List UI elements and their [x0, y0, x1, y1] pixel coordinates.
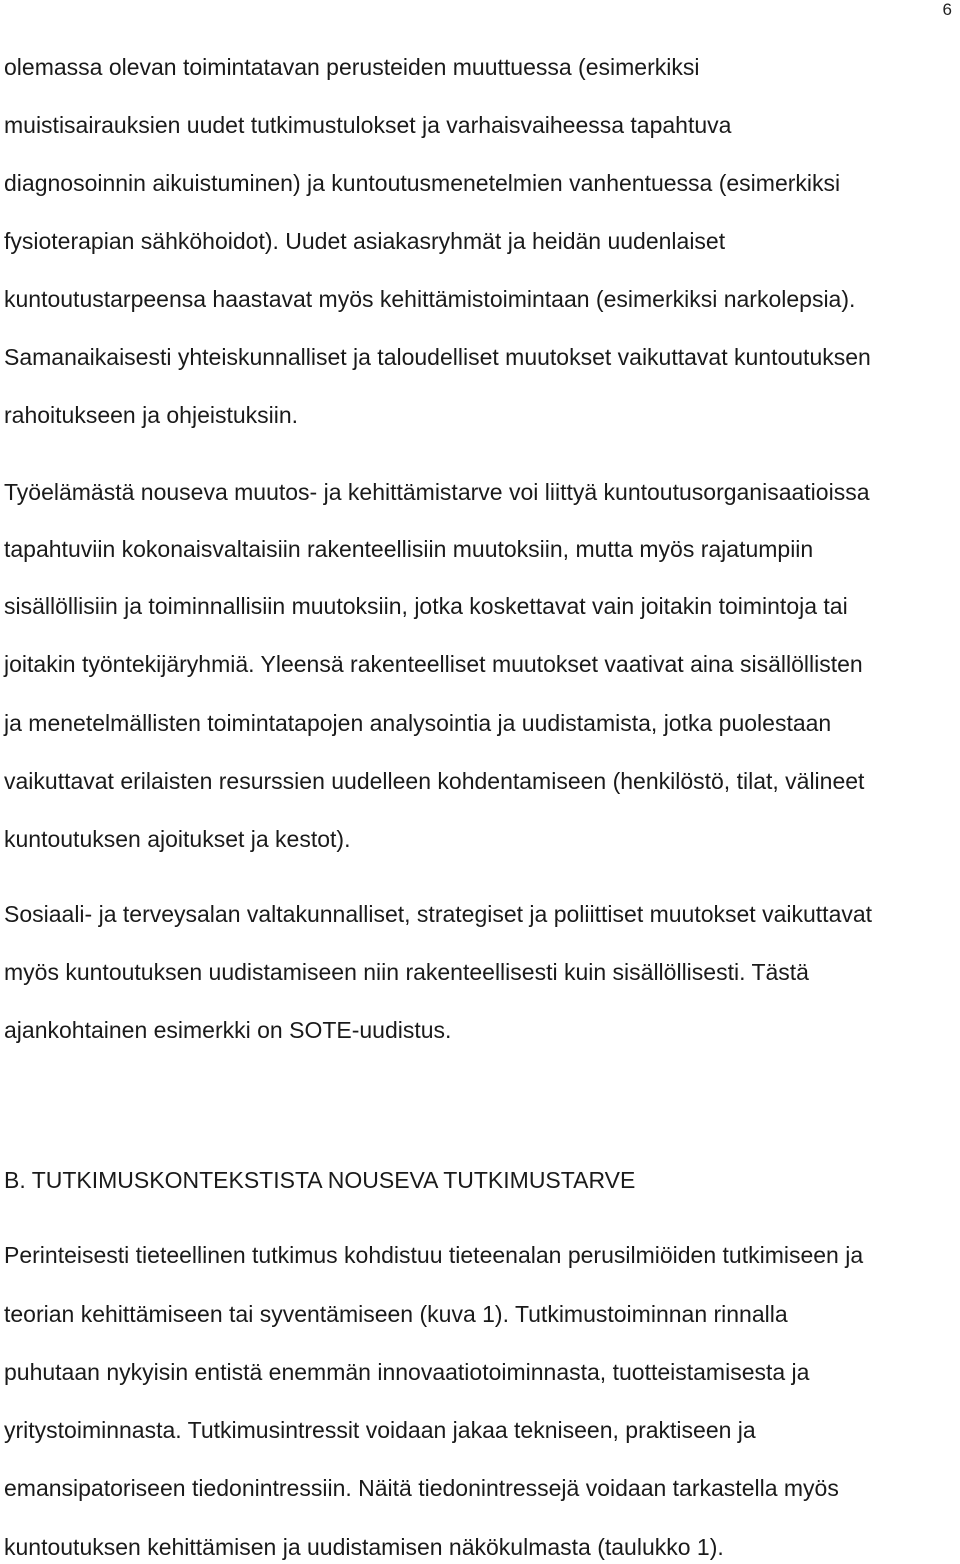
text-line: kuntoutuksen kehittämisen ja uudistamisen näkökulmasta (taulukko 1).: [4, 1534, 724, 1560]
text-line: yritystoiminnasta. Tutkimusintressit voidaan jakaa tekniseen, praktiseen ja: [4, 1417, 756, 1443]
text-line: kuntoutustarpeensa haastavat myös kehittämistoimintaan (esimerkiksi narkolepsia).: [4, 286, 856, 312]
text-line: muistisairauksien uudet tutkimustulokset ja varhaisvaiheessa tapahtuva: [4, 112, 732, 138]
text-line: vaikuttavat erilaisten resurssien uudelleen kohdentamiseen (henkilöstö, tilat, välineet: [4, 768, 865, 794]
text-line: diagnosoinnin aikuistuminen) ja kuntoutusmenetelmien vanhentuessa (esimerkiksi: [4, 170, 841, 196]
section-heading: B. TUTKIMUSKONTEKSTISTA NOUSEVA TUTKIMUSTARVE: [4, 1167, 636, 1193]
text-line: teorian kehittämiseen tai syventämiseen (kuva 1). Tutkimustoiminnan rinnalla: [4, 1301, 788, 1327]
text-line: ajankohtainen esimerkki on SOTE-uudistus.: [4, 1017, 452, 1043]
page-number: 6: [942, 0, 952, 19]
text-line: myös kuntoutuksen uudistamiseen niin rakenteellisesti kuin sisällöllisesti. Tästä: [4, 959, 809, 985]
text-line: joitakin työntekijäryhmiä. Yleensä rakenteelliset muutokset vaativat aina sisällöllisten: [4, 651, 863, 677]
text-line: Sosiaali- ja terveysalan valtakunnalliset, strategiset ja poliittiset muutokset vaikuttavat: [4, 901, 873, 927]
text-line: Samanaikaisesti yhteiskunnalliset ja taloudelliset muutokset vaikuttavat kuntoutuksen: [4, 344, 871, 370]
text-line: emansipatoriseen tiedonintressiin. Näitä tiedonintressejä voidaan tarkastella myös: [4, 1475, 839, 1501]
text-line: puhutaan nykyisin entistä enemmän innovaatiotoiminnasta, tuotteistamisesta ja: [4, 1359, 810, 1385]
text-line: sisällöllisiin ja toiminnallisiin muutoksiin, jotka koskettavat vain joitakin toimintoja tai: [4, 593, 848, 619]
text-line: kuntoutuksen ajoitukset ja kestot).: [4, 826, 351, 852]
text-line: tapahtuviin kokonaisvaltaisiin rakenteellisiin muutoksiin, mutta myös rajatumpiin: [4, 536, 814, 562]
text-line: ja menetelmällisten toimintatapojen analysointia ja uudistamista, jotka puolestaan: [4, 710, 832, 736]
text-line: olemassa olevan toimintatavan perusteiden muuttuessa (esimerkiksi: [4, 54, 700, 80]
text-line: Työelämästä nouseva muutos- ja kehittämistarve voi liittyä kuntoutusorganisaatioissa: [4, 479, 870, 505]
text-line: Perinteisesti tieteellinen tutkimus kohdistuu tieteenalan perusilmiöiden tutkimiseen ja: [4, 1242, 864, 1268]
text-line: fysioterapian sähköhoidot). Uudet asiakasryhmät ja heidän uudenlaiset: [4, 228, 726, 254]
text-line: rahoitukseen ja ohjeistuksiin.: [4, 402, 299, 428]
